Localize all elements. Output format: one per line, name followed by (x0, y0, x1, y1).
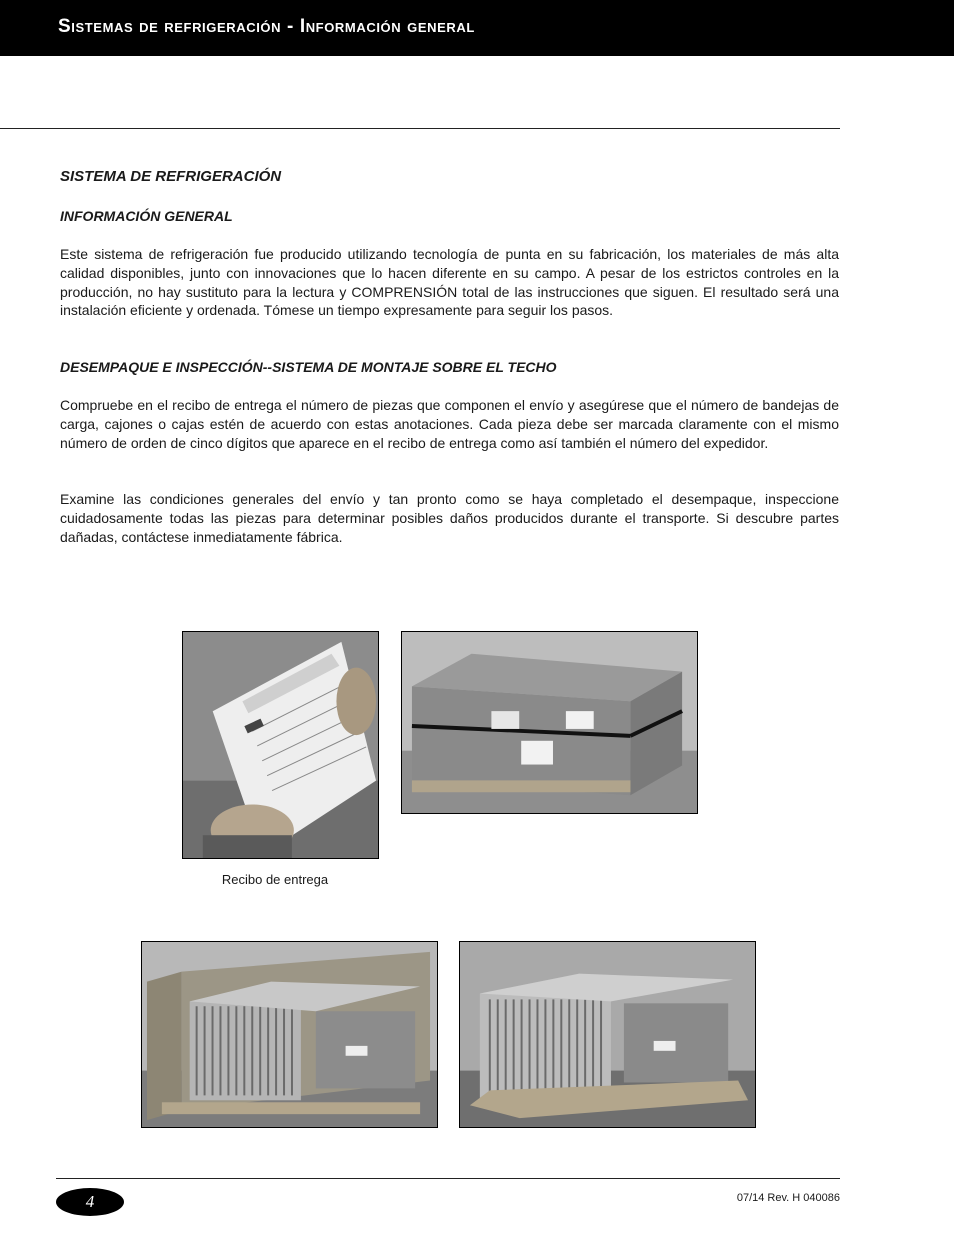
paragraph-unpack-1: Compruebe en el recibo de entrega el número de piezas que componen el envío y asegúrese que el número de bandejas de carga, cajones o cajas estén de acuerdo con estas anotaciones. Cada pieza debe ser marcada claramente con el mismo número de orden de cinco dígitos que aparece en el recibo de entrega como así también el número del expedidor. (60, 397, 839, 451)
unit-on-skid-photo-2 (459, 941, 756, 1128)
revision-info: 07/14 Rev. H 040086 (736, 1192, 840, 1204)
subheading-unpack: DESEMPAQUE E INSPECCIÓN--SISTEMA DE MONTAJE SOBRE EL TECHO (60, 359, 557, 375)
crate-photo (401, 631, 698, 814)
page-number: 4 (85, 1192, 95, 1211)
page-number-badge (56, 1188, 124, 1216)
receipt-caption: Recibo de entrega (221, 872, 329, 887)
unit-on-skid-photo-1 (141, 941, 438, 1128)
section-heading: SISTEMA DE REFRIGERACIÓN (60, 168, 282, 185)
paragraph-general: Este sistema de refrigeración fue producido utilizando tecnología de punta en su fabricación, los materiales de más alta calidad disponibles, junto con innovaciones que lo hacen diferente en su campo. A pesar de los estrictos controles en la producción, no hay sustituto para la lectura y COMPRENSIÓN total de las instrucciones que siguen. El resultado será una instalación eficiente y ordenada. Tómese un tiempo expresamente para seguir los pasos. (60, 246, 839, 319)
receipt-photo (182, 631, 379, 859)
top-divider (0, 128, 840, 129)
subheading-general: INFORMACIÓN GENERAL (60, 208, 233, 224)
header-bar (0, 0, 954, 56)
bottom-divider (56, 1178, 840, 1179)
page-header-title: Sistemas de refrigeración - Información general (58, 16, 475, 37)
paragraph-unpack-2: Examine las condiciones generales del envío y tan pronto como se haya completado el desempaque, inspeccione cuidadosamente todas las piezas para determinar posibles daños producidos durante el transporte. Si descubre partes dañadas, contáctese inmediatamente fábrica. (60, 491, 839, 545)
